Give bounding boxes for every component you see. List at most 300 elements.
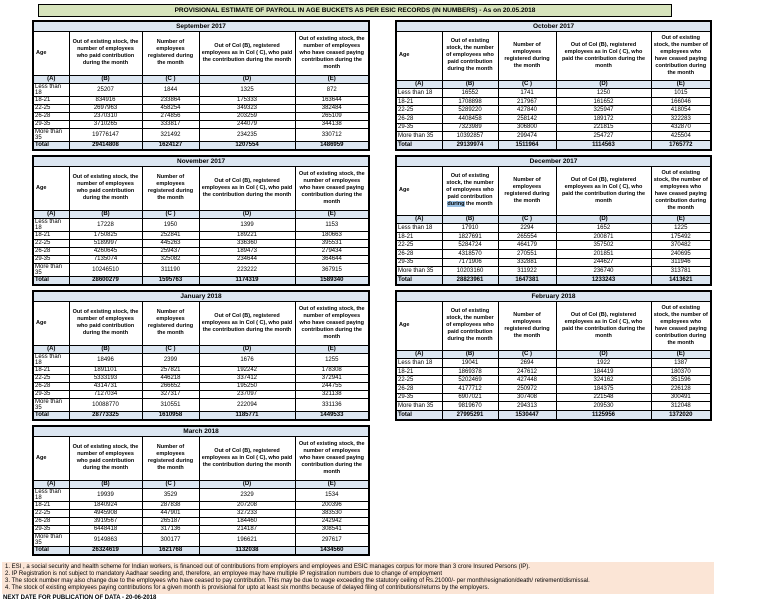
total-value-cell: 1511964 — [498, 140, 556, 150]
footnote-line: 4. The stock of existing employees paying contributions for a given month is provisional for upto at least six months because of delayed filing of contributions/returns by the employers. — [5, 585, 490, 591]
value-cell: 4945908 — [69, 509, 142, 517]
value-cell: 244079 — [199, 120, 295, 128]
value-cell: 1325 — [199, 83, 295, 96]
age-column-header: Age — [33, 166, 69, 210]
value-cell: 240695 — [651, 250, 711, 259]
age-label: 29-35 — [396, 393, 442, 402]
column-header-b: Out of existing stock, the number of employees who paid contribution during the month — [442, 302, 498, 350]
total-value-cell: 27995291 — [442, 410, 498, 420]
table-row — [396, 376, 711, 385]
age-column-header: Age — [33, 301, 69, 345]
table-row — [33, 104, 369, 112]
value-cell: 266652 — [142, 382, 199, 390]
age-label: Less than 18 — [33, 353, 69, 366]
total-value-cell: 28773325 — [69, 411, 142, 420]
value-cell: 364644 — [295, 255, 369, 263]
column-letter: (B) — [442, 215, 498, 224]
value-cell: 184375 — [556, 385, 651, 394]
value-cell: 17910 — [442, 224, 498, 233]
value-cell: 4314731 — [69, 382, 142, 390]
value-cell: 217967 — [498, 97, 556, 106]
total-value-cell: 1595763 — [142, 276, 199, 285]
value-cell: 223222 — [199, 263, 295, 276]
value-cell: 201851 — [556, 250, 651, 259]
table-row — [396, 106, 711, 115]
column-header-d: Out of Col (B), registered employees as in Col ( C), who paid the contribution during the month — [556, 302, 651, 350]
value-cell: 425504 — [651, 132, 711, 141]
value-cell: 3529 — [142, 488, 199, 501]
column-header-e: Out of existing stock, the number of employees who have ceased paying contribution during the month — [295, 166, 369, 210]
value-cell: 214187 — [199, 525, 295, 533]
value-cell: 1950 — [142, 218, 199, 231]
value-cell: 163644 — [295, 96, 369, 104]
value-cell: 200871 — [556, 232, 651, 241]
total-value-cell: 1647381 — [498, 275, 556, 285]
age-column-header: Age — [396, 302, 442, 350]
value-cell: 242942 — [295, 517, 369, 525]
value-cell: 7171906 — [442, 258, 498, 267]
age-label: 26-28 — [33, 517, 69, 525]
table-month-title: October 2017 — [396, 21, 711, 32]
value-cell: 258142 — [498, 115, 556, 124]
value-cell: 178308 — [295, 366, 369, 374]
value-cell: 195250 — [199, 382, 295, 390]
column-letter: (E) — [295, 480, 369, 488]
value-cell: 308541 — [295, 525, 369, 533]
table-month-title: March 2018 — [33, 426, 369, 436]
value-cell: 2329 — [199, 488, 295, 501]
value-cell: 1652 — [556, 224, 651, 233]
table-september-2017 — [32, 20, 370, 151]
total-value-cell: 1610958 — [142, 411, 199, 420]
value-cell: 311190 — [142, 263, 199, 276]
value-cell: 189172 — [556, 115, 651, 124]
value-cell: 357502 — [556, 241, 651, 250]
value-cell: 7135074 — [69, 255, 142, 263]
value-cell: 1827691 — [442, 232, 498, 241]
table-row — [33, 353, 369, 366]
column-header-b: Out of existing stock, the number of employees who paid contribution during the month — [69, 31, 142, 75]
column-header-b: Out of existing stock, the number of employees who paid contribution during the month — [69, 166, 142, 210]
value-cell: 196621 — [199, 533, 295, 546]
table-row — [33, 255, 369, 263]
age-label: 29-35 — [33, 255, 69, 263]
column-letter: (E) — [295, 75, 369, 83]
value-cell: 175333 — [199, 96, 295, 104]
age-label: 18-21 — [396, 232, 442, 241]
value-cell: 327233 — [199, 509, 295, 517]
age-label: 26-28 — [33, 112, 69, 120]
column-letter: (B) — [69, 480, 142, 488]
value-cell: 1840924 — [69, 501, 142, 509]
column-letter: (A) — [33, 210, 69, 218]
value-cell: 6448418 — [69, 525, 142, 533]
age-label: 29-35 — [33, 525, 69, 533]
column-letter: (C ) — [498, 80, 556, 89]
value-cell: 1387 — [651, 359, 711, 368]
footnote-line: 2. IP Registration is not subject to mandatory Aadhaar seeding and, therefore, an employee may have multiple IP registration numbers due to change of employment — [5, 571, 443, 577]
value-cell: 5284724 — [442, 241, 498, 250]
age-label: 22-25 — [396, 376, 442, 385]
value-cell: 265187 — [142, 517, 199, 525]
value-cell: 1891101 — [69, 366, 142, 374]
table-row — [396, 258, 711, 267]
total-value-cell: 1589340 — [295, 276, 369, 285]
value-cell: 395531 — [295, 239, 369, 247]
column-letter: (E) — [295, 345, 369, 353]
column-letter: (A) — [33, 75, 69, 83]
column-header-c: Number of employees registered during the month — [142, 436, 199, 480]
value-cell: 464179 — [498, 241, 556, 250]
value-cell: 18496 — [69, 353, 142, 366]
age-label: More than 35 — [33, 398, 69, 411]
column-letter: (D) — [199, 75, 295, 83]
value-cell: 184419 — [556, 367, 651, 376]
total-label: Total — [33, 276, 69, 285]
value-cell: 1153 — [295, 218, 369, 231]
table-row — [396, 267, 711, 276]
value-cell: 872 — [295, 83, 369, 96]
value-cell: 300491 — [651, 393, 711, 402]
age-label: 22-25 — [396, 241, 442, 250]
total-value-cell: 1372020 — [651, 410, 711, 420]
age-column-header: Age — [33, 31, 69, 75]
table-row — [33, 366, 369, 374]
value-cell: 311922 — [498, 267, 556, 276]
column-letter: (B) — [69, 75, 142, 83]
value-cell: 203259 — [199, 112, 295, 120]
column-letter: (C ) — [142, 345, 199, 353]
column-header-b: Out of existing stock, the number of employees who paid contribution during the month — [69, 301, 142, 345]
table-row — [33, 374, 369, 382]
value-cell: 317136 — [142, 525, 199, 533]
age-label: More than 35 — [396, 267, 442, 276]
total-value-cell: 26324619 — [69, 546, 142, 555]
table-row — [33, 525, 369, 533]
table-row — [396, 97, 711, 106]
column-letter: (D) — [556, 80, 651, 89]
column-letter: (B) — [69, 345, 142, 353]
value-cell: 325082 — [142, 255, 199, 263]
total-value-cell: 1125956 — [556, 410, 651, 420]
value-cell: 234644 — [199, 255, 295, 263]
value-cell: 9819670 — [442, 402, 498, 411]
value-cell: 4177712 — [442, 385, 498, 394]
column-header-b: Out of existing stock, the number of employees who paid contribution during the month — [69, 436, 142, 480]
footnote-line: 1. ESI , a social security and health scheme for Indian workers, is financed out of contributions from employers and employees and ESIC manages corpus for more than 3 crore Insured Persons (IP). — [5, 564, 530, 570]
total-value-cell: 1207554 — [199, 141, 295, 150]
table-row — [33, 218, 369, 231]
column-letter: (D) — [556, 215, 651, 224]
total-value-cell: 29139974 — [442, 140, 498, 150]
value-cell: 5289220 — [442, 106, 498, 115]
column-header-d: Out of Col (B), registered employees as in Col ( C), who paid the contribution during the month — [556, 167, 651, 215]
total-row — [396, 275, 711, 285]
column-letter: (A) — [33, 480, 69, 488]
value-cell: 237097 — [199, 390, 295, 398]
table-row — [396, 385, 711, 394]
value-cell: 327317 — [142, 390, 199, 398]
column-letter: (D) — [199, 480, 295, 488]
age-label: 26-28 — [33, 247, 69, 255]
column-header-e: Out of existing stock, the number of employees who have ceased paying contribution during the month — [651, 302, 711, 350]
value-cell: 10246510 — [69, 263, 142, 276]
value-cell: 351596 — [651, 376, 711, 385]
column-letter: (D) — [199, 345, 295, 353]
total-label: Total — [396, 410, 442, 420]
age-label: 18-21 — [33, 231, 69, 239]
value-cell: 1741 — [498, 89, 556, 98]
column-header-e: Out of existing stock, the number of employees who have ceased paying contribution during the month — [295, 31, 369, 75]
value-cell: 236740 — [556, 267, 651, 276]
column-letter: (A) — [396, 215, 442, 224]
table-row — [396, 367, 711, 376]
age-label: 29-35 — [33, 390, 69, 398]
age-label: 26-28 — [396, 250, 442, 259]
value-cell: 166046 — [651, 97, 711, 106]
table-row — [33, 120, 369, 128]
column-letter: (C ) — [498, 350, 556, 359]
table-row — [33, 112, 369, 120]
value-cell: 447901 — [142, 509, 199, 517]
value-cell: 1015 — [651, 89, 711, 98]
total-value-cell: 1765772 — [651, 140, 711, 150]
value-cell: 300177 — [142, 533, 199, 546]
value-cell: 234235 — [199, 128, 295, 141]
column-header-b: Out of existing stock, the number of employees who paid contribution during the month — [442, 32, 498, 80]
column-letter: (C ) — [142, 210, 199, 218]
value-cell: 446218 — [142, 374, 199, 382]
value-cell: 19939 — [69, 488, 142, 501]
value-cell: 4260645 — [69, 247, 142, 255]
value-cell: 189473 — [199, 247, 295, 255]
value-cell: 322283 — [651, 115, 711, 124]
next-publication-date: NEXT DATE FOR PUBLICATION OF DATA - 20-06-2018 — [3, 595, 157, 601]
value-cell: 7323989 — [442, 123, 498, 132]
value-cell: 372941 — [295, 374, 369, 382]
value-cell: 16552 — [442, 89, 498, 98]
value-cell: 25207 — [69, 83, 142, 96]
value-cell: 299474 — [498, 132, 556, 141]
value-cell: 10088770 — [69, 398, 142, 411]
value-cell: 17228 — [69, 218, 142, 231]
value-cell: 200396 — [295, 501, 369, 509]
value-cell: 189221 — [199, 231, 295, 239]
value-cell: 330712 — [295, 128, 369, 141]
age-label: More than 35 — [396, 132, 442, 141]
age-label: 26-28 — [33, 382, 69, 390]
table-month-title: December 2017 — [396, 156, 711, 167]
value-cell: 2399 — [142, 353, 199, 366]
column-header-e: Out of existing stock, the number of employees who have ceased paying contribution during the month — [295, 436, 369, 480]
value-cell: 297617 — [295, 533, 369, 546]
footnote-line: 3. The stock number may also change due to the employees who have ceased to pay contribution. This may be due to wage exceeding the statutory ceiling of Rs.21000/- per month/resignation/death/ retirement/dismissal. — [5, 578, 590, 584]
value-cell: 325947 — [556, 106, 651, 115]
table-row — [33, 517, 369, 525]
column-header-d: Out of Col (B), registered employees as in Col ( C), who paid the contribution during the month — [199, 436, 295, 480]
column-header-c: Number of employees registered during the month — [498, 32, 556, 80]
age-label: 22-25 — [33, 374, 69, 382]
table-row — [33, 509, 369, 517]
age-label: Less than 18 — [33, 488, 69, 501]
value-cell: 332881 — [498, 258, 556, 267]
table-row — [33, 390, 369, 398]
value-cell: 233864 — [142, 96, 199, 104]
column-letter: (D) — [199, 210, 295, 218]
value-cell: 180663 — [295, 231, 369, 239]
value-cell: 265109 — [295, 112, 369, 120]
table-row — [396, 232, 711, 241]
column-header-c: Number of employees registered during the month — [498, 167, 556, 215]
total-row — [33, 276, 369, 285]
value-cell: 313781 — [651, 267, 711, 276]
table-row — [33, 96, 369, 104]
value-cell: 161652 — [556, 97, 651, 106]
total-row — [396, 410, 711, 420]
total-value-cell: 1624127 — [142, 141, 199, 150]
value-cell: 344138 — [295, 120, 369, 128]
age-label: 26-28 — [396, 115, 442, 124]
value-cell: 458254 — [142, 104, 199, 112]
value-cell: 445263 — [142, 239, 199, 247]
table-row — [396, 115, 711, 124]
value-cell: 259437 — [142, 247, 199, 255]
value-cell: 1399 — [199, 218, 295, 231]
tables-grid — [32, 20, 777, 556]
age-label: 18-21 — [396, 367, 442, 376]
value-cell: 1750825 — [69, 231, 142, 239]
value-cell: 349323 — [199, 104, 295, 112]
value-cell: 180370 — [651, 367, 711, 376]
value-cell: 6907021 — [442, 393, 498, 402]
age-label: More than 35 — [33, 533, 69, 546]
table-row — [33, 382, 369, 390]
age-column-header: Age — [33, 436, 69, 480]
table-march-2018 — [32, 425, 370, 556]
age-label: 18-21 — [33, 366, 69, 374]
value-cell: 382484 — [295, 104, 369, 112]
table-november-2017 — [32, 155, 370, 286]
value-cell: 175492 — [651, 232, 711, 241]
column-header-d: Out of Col (B), registered employees as in Col ( C), who paid the contribution during the month — [199, 31, 295, 75]
column-letter: (A) — [33, 345, 69, 353]
value-cell: 254727 — [556, 132, 651, 141]
value-cell: 222094 — [199, 398, 295, 411]
value-cell: 226128 — [651, 385, 711, 394]
age-label: 18-21 — [396, 97, 442, 106]
total-value-cell: 1621768 — [142, 546, 199, 555]
value-cell: 321492 — [142, 128, 199, 141]
column-header-e: Out of existing stock, the number of employees who have ceased paying contribution during the month — [651, 32, 711, 80]
age-label: 18-21 — [33, 501, 69, 509]
age-label: More than 35 — [396, 402, 442, 411]
value-cell: 221815 — [556, 123, 651, 132]
age-label: 22-25 — [33, 104, 69, 112]
age-column-header: Age — [396, 32, 442, 80]
total-value-cell: 1449533 — [295, 411, 369, 420]
total-label: Total — [33, 141, 69, 150]
value-cell: 321138 — [295, 390, 369, 398]
total-value-cell: 1185771 — [199, 411, 295, 420]
total-value-cell: 28823961 — [442, 275, 498, 285]
column-header-d: Out of Col (B), registered employees as in Col ( C), who paid the contribution during the month — [199, 166, 295, 210]
column-header-c: Number of employees registered during the month — [142, 31, 199, 75]
value-cell: 1922 — [556, 359, 651, 368]
footnotes-block — [2, 562, 714, 594]
total-row — [33, 141, 369, 150]
table-row — [33, 83, 369, 96]
value-cell: 1534 — [295, 488, 369, 501]
value-cell: 307408 — [498, 393, 556, 402]
value-cell: 5333193 — [69, 374, 142, 382]
value-cell: 270551 — [498, 250, 556, 259]
value-cell: 1708898 — [442, 97, 498, 106]
value-cell: 9149863 — [69, 533, 142, 546]
total-value-cell: 29414808 — [69, 141, 142, 150]
total-label: Total — [396, 275, 442, 285]
total-value-cell: 1486959 — [295, 141, 369, 150]
total-value-cell: 1413621 — [651, 275, 711, 285]
value-cell: 207208 — [199, 501, 295, 509]
total-label: Total — [396, 140, 442, 150]
value-cell: 336360 — [199, 239, 295, 247]
age-label: 29-35 — [33, 120, 69, 128]
value-cell: 1250 — [556, 89, 651, 98]
value-cell: 1225 — [651, 224, 711, 233]
value-cell: 306800 — [498, 123, 556, 132]
table-row — [33, 488, 369, 501]
column-letter: (C ) — [142, 75, 199, 83]
value-cell: 311946 — [651, 258, 711, 267]
value-cell: 3919567 — [69, 517, 142, 525]
age-label: 22-25 — [33, 509, 69, 517]
total-value-cell: 1434560 — [295, 546, 369, 555]
age-label: 29-35 — [396, 123, 442, 132]
table-february-2018 — [395, 290, 712, 421]
value-cell: 209530 — [556, 402, 651, 411]
table-month-title: September 2017 — [33, 21, 369, 31]
value-cell: 5189997 — [69, 239, 142, 247]
total-row — [33, 411, 369, 420]
column-header-c: Number of employees registered during the month — [142, 166, 199, 210]
value-cell: 250972 — [498, 385, 556, 394]
column-letter: (B) — [442, 350, 498, 359]
age-column-header: Age — [396, 167, 442, 215]
table-october-2017 — [395, 20, 712, 151]
table-row — [396, 123, 711, 132]
value-cell: 19776147 — [69, 128, 142, 141]
table-row — [33, 263, 369, 276]
column-letter: (D) — [556, 350, 651, 359]
age-label: 18-21 — [33, 96, 69, 104]
value-cell: 370482 — [651, 241, 711, 250]
column-letter: (E) — [651, 215, 711, 224]
value-cell: 294313 — [498, 402, 556, 411]
column-letter: (C ) — [142, 480, 199, 488]
value-cell: 427840 — [498, 106, 556, 115]
value-cell: 274856 — [142, 112, 199, 120]
value-cell: 192242 — [199, 366, 295, 374]
column-letter: (A) — [396, 80, 442, 89]
table-row — [396, 241, 711, 250]
column-header-e: Out of existing stock, the number of employees who have ceased paying contribution during the month — [295, 301, 369, 345]
column-letter: (C ) — [498, 215, 556, 224]
age-label: Less than 18 — [33, 83, 69, 96]
value-cell: 2294 — [498, 224, 556, 233]
value-cell: 427448 — [498, 376, 556, 385]
value-cell: 244627 — [556, 258, 651, 267]
value-cell: 265554 — [498, 232, 556, 241]
